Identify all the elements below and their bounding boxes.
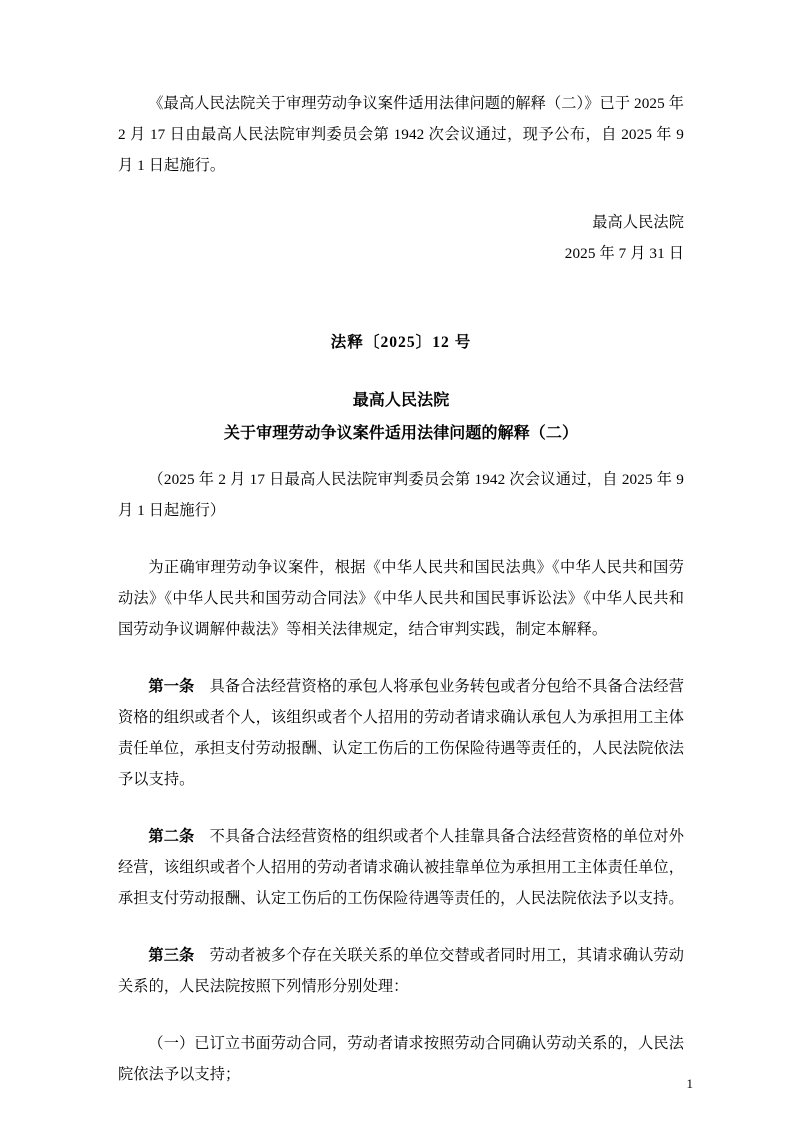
article-label: 第二条 (148, 828, 195, 845)
article-paragraph (118, 671, 684, 795)
article-text: 具备合法经营资格的承包人将承包业务转包或者分包给不具备合法经营资格的组织或者个人，该组织或者个人招用的劳动者请求确认承包人为承担用工主体责任单位，承担支付劳动报酬、认定工伤后的工伤保险待遇等责任的，人民法院依法予以支持。 (118, 678, 684, 788)
signature-block (118, 207, 684, 269)
spacer (118, 795, 684, 821)
spacer (118, 450, 684, 464)
adoption-note: （2025 年 2 月 17 日最高人民法院审判委员会第 1942 次会议通过，自 2025 年 9 月 1 日起施行） (118, 471, 684, 519)
title-organization: 最高人民法院 (352, 392, 450, 409)
document-number: 法释〔2025〕12 号 (330, 334, 472, 351)
article-text: 劳动者被多个存在关联关系的单位交替或者同时用工，其请求确认劳动关系的，人民法院按照下列情形分别处理： (118, 947, 684, 995)
page-number: 1 (686, 1076, 693, 1091)
article-label: 第一条 (148, 678, 195, 695)
spacer (118, 1002, 684, 1028)
article-paragraph (118, 821, 684, 914)
sub-item-paragraph: （一）已订立书面劳动合同，劳动者请求按照劳动合同确认劳动关系的，人民法院依法予以支持； (118, 1035, 684, 1083)
announcement-paragraph: 《最高人民法院关于审理劳动争议案件适用法律问题的解释（二）》已于 2025 年 2 月 17 日由最高人民法院审判委员会第 1942 次会议通过，现予公布，自 2025 年 9 月 1 日起施行。 (118, 95, 684, 174)
spacer (118, 645, 684, 671)
document-body (118, 88, 684, 1090)
signature-date: 2025 年 7 月 31 日 (564, 245, 684, 262)
title-main: 关于审理劳动争议案件适用法律问题的解释（二） (223, 425, 579, 442)
signature-issuer: 最高人民法院 (592, 214, 684, 231)
article-text: 不具备合法经营资格的组织或者个人挂靠具备合法经营资格的单位对外经营，该组织或者个人招用的劳动者请求确认被挂靠单位为承担用工主体责任单位，承担支付劳动报酬、认定工伤后的工伤保险待遇等责任的，人民法院依法予以支持。 (118, 828, 684, 907)
spacer (118, 181, 684, 207)
spacer (118, 269, 684, 313)
preamble-paragraph: 为正确审理劳动争议案件，根据《中华人民共和国民法典》《中华人民共和国劳动法》《中华人民共和国劳动合同法》《中华人民共和国民事诉讼法》《中华人民共和国劳动争议调解仲裁法》等相关法律规定，结合审判实践，制定本解释。 (118, 559, 684, 638)
spacer (118, 313, 684, 327)
spacer (118, 914, 684, 940)
article-paragraph (118, 940, 684, 1002)
spacer (118, 526, 684, 552)
article-label: 第三条 (148, 947, 195, 964)
spacer (118, 358, 684, 384)
